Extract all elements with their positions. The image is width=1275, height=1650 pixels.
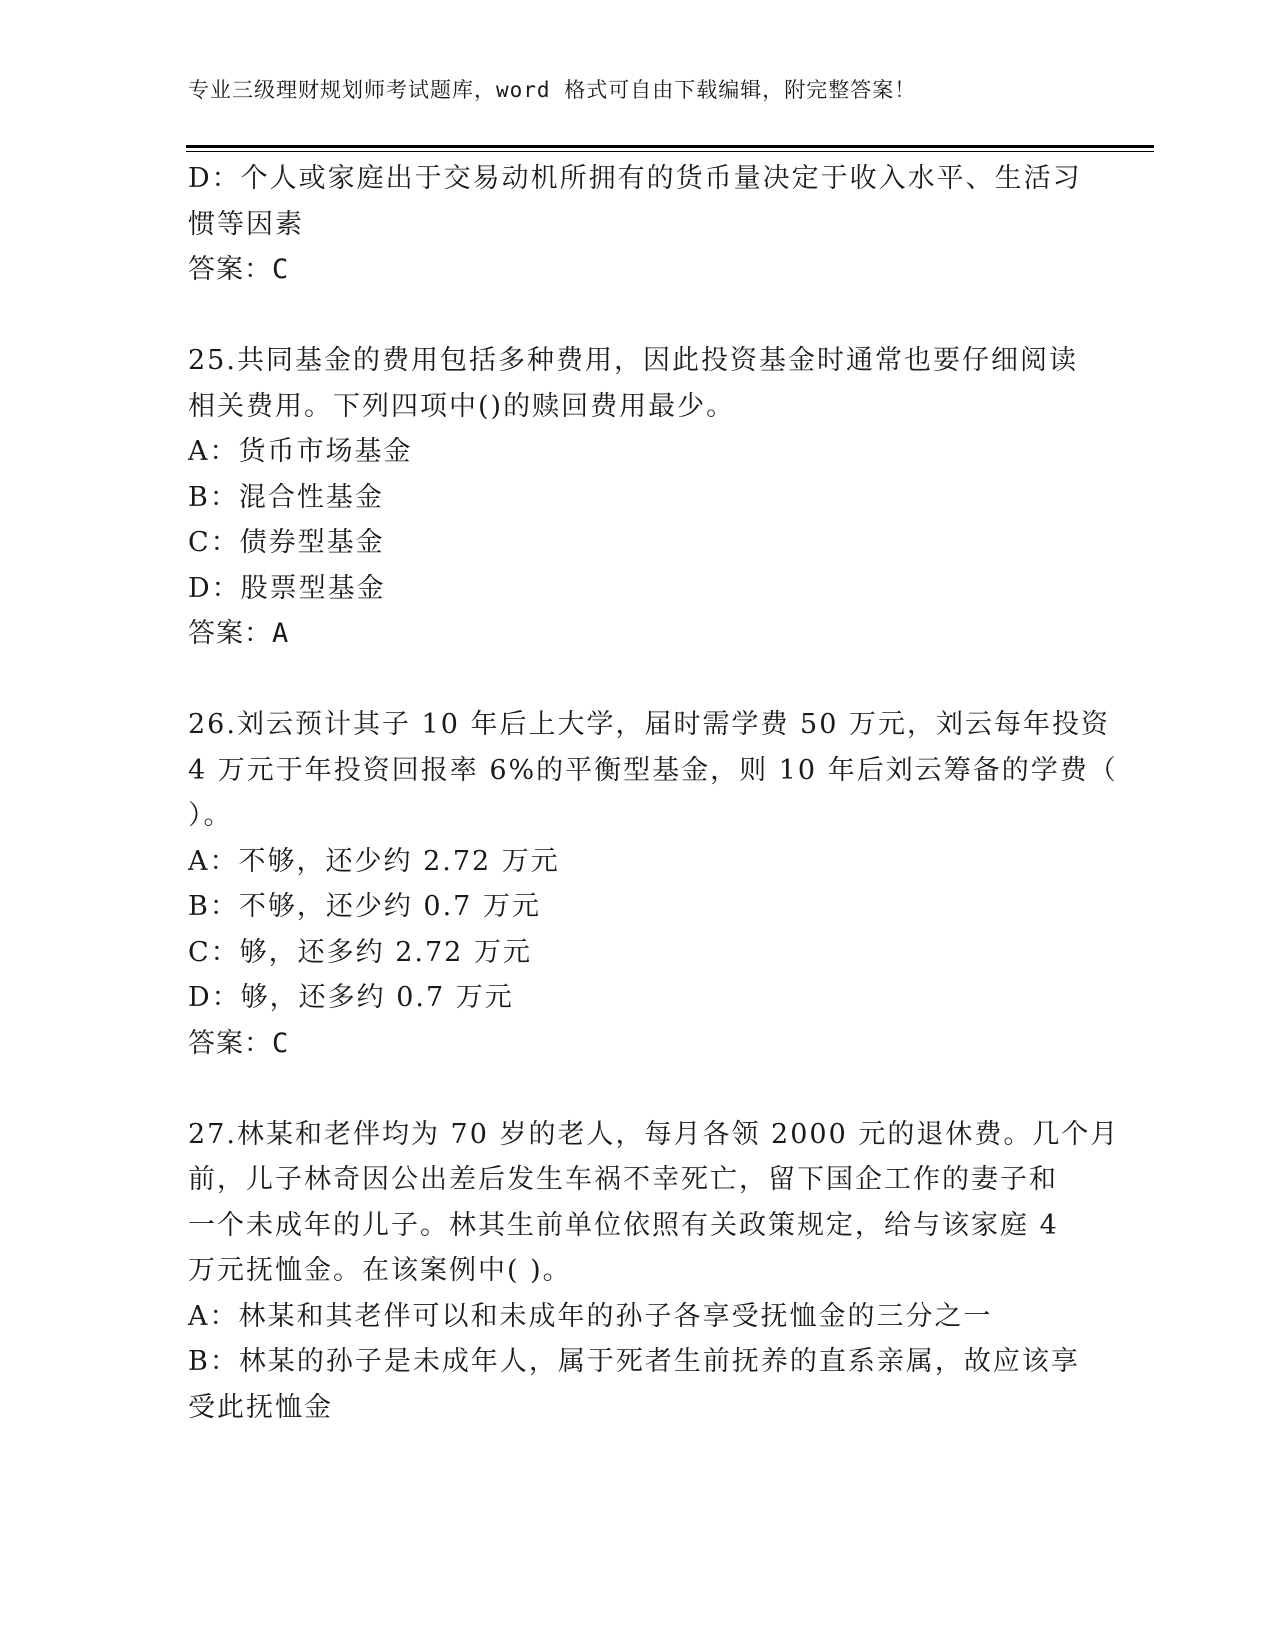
prev-option-d-line-2: 惯等因素	[188, 208, 304, 240]
option-a: A：货币市场基金	[188, 436, 413, 467]
option-c: C：债券型基金	[188, 527, 385, 558]
question-stem-line: 25.共同基金的费用包括多种费用，因此投资基金时通常也要仔细阅读	[188, 345, 1078, 376]
question-stem-line: 前，儿子林奇因公出差后发生车祸不幸死亡，留下国企工作的妻子和	[188, 1164, 1058, 1195]
answer-label: 答案：	[188, 254, 272, 285]
answer-label: 答案：	[188, 1027, 272, 1059]
option-d: D：够，还多约 0.7 万元	[188, 982, 514, 1013]
document-body	[188, 156, 1120, 1430]
question-stem-line: 一个未成年的儿子。林其生前单位依照有关政策规定，给与该家庭 4	[188, 1209, 1059, 1241]
answer	[188, 1021, 1078, 1067]
answer	[188, 611, 1078, 657]
option-b: B：林某的孙子是未成年人，属于死者生前抚养的直系亲属，故应该享	[188, 1346, 1080, 1377]
header-rule-thick	[186, 145, 1154, 148]
question-stem-line: 万元抚恤金。在该案例中( )。	[188, 1255, 572, 1286]
header-rule-thin	[186, 151, 1154, 152]
answer-value: A	[272, 618, 290, 649]
option-d: D：股票型基金	[188, 572, 386, 604]
answer-value: C	[272, 254, 290, 285]
option-b-continued: 受此抚恤金	[188, 1391, 333, 1423]
option-a: A：林某和其老伴可以和未成年的孙子各享受抚恤金的三分之一	[188, 1300, 993, 1332]
option-b: B：不够，还少约 0.7 万元	[188, 891, 541, 922]
prev-option-d-line-1: D：个人或家庭出于交易动机所拥有的货币量决定于收入水平、生活习	[188, 163, 1082, 194]
question-stem-line: 4 万元于年投资回报率 6%的平衡型基金，则 10 年后刘云筹备的学费（	[188, 754, 1118, 786]
question-stem-line: ）。	[188, 800, 233, 831]
question-26	[188, 702, 1118, 1066]
answer-label: 答案：	[188, 618, 272, 649]
option-b: B：混合性基金	[188, 481, 384, 513]
question-stem-line: 27.林某和老伴均为 70 岁的老人，每月各领 2000 元的退休费。几个月	[188, 1118, 1120, 1150]
question-27	[188, 1112, 1120, 1431]
prev-answer	[188, 247, 1078, 293]
question-stem-line: 26.刘云预计其子 10 年后上大学，届时需学费 50 万元，刘云每年投资	[188, 709, 1110, 740]
option-c: C：够，还多约 2.72 万元	[188, 936, 532, 968]
option-a: A：不够，还少约 2.72 万元	[188, 845, 560, 877]
question-25	[188, 338, 1078, 657]
page-header: 专业三级理财规划师考试题库，word 格式可自由下载编辑，附完整答案！	[188, 78, 917, 102]
answer-value: C	[272, 1027, 290, 1059]
question-stem-line: 相关费用。下列四项中()的赎回费用最少。	[188, 390, 736, 422]
